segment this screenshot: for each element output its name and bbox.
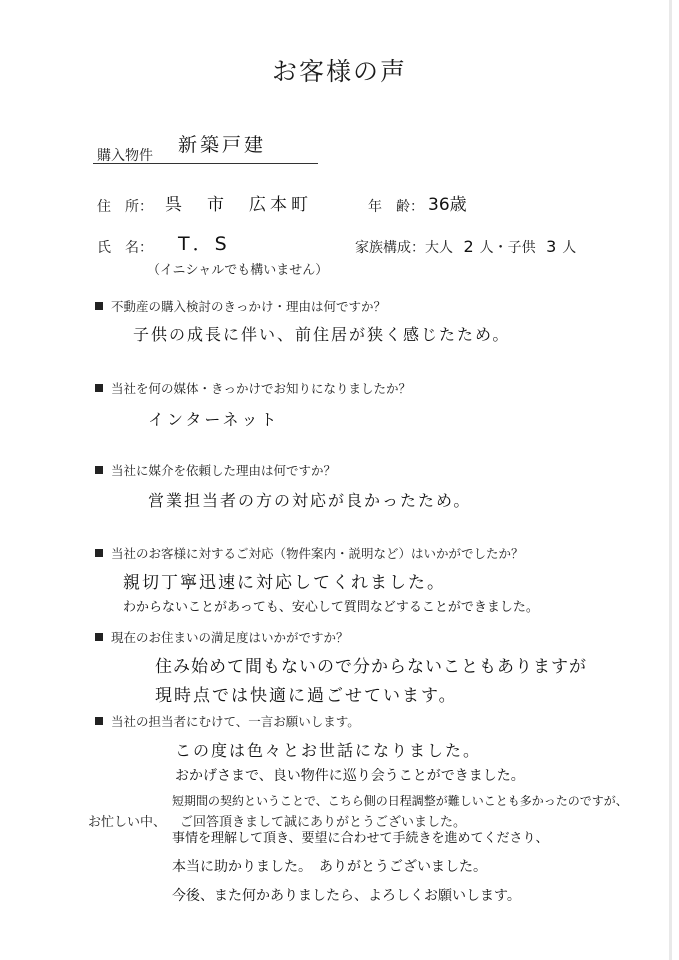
family-label: 家族構成： (355, 240, 425, 256)
answer-2-line-1: インターネット (148, 410, 280, 429)
answer-6-line-5: 本当に助かりました。 ありがとうございました。 (172, 859, 487, 875)
property-label: 購入物件 (97, 148, 153, 164)
question-3: 当社に媒介を依頼した理由は何ですか？ (95, 461, 336, 479)
scan-edge (669, 0, 672, 960)
answer-5-line-2: 現時点では快適に過ごせています。 (155, 686, 458, 706)
family-adult-count: 2 (463, 237, 474, 256)
name-value: T．S (178, 233, 230, 255)
family-child-unit: 人 (562, 240, 577, 256)
square-bullet-icon (95, 549, 103, 557)
answer-6-line-4: 事情を理解して頂き、要望に合わせて手続きを進めてくださり、 (172, 831, 549, 846)
question-5: 現在のお住まいの満足度はいかがですか？ (95, 628, 349, 646)
answer-6-line-1: この度は色々とお世話になりました。 (175, 741, 482, 760)
age-label: 年 齢： (368, 199, 424, 215)
property-value: 新築戸建 (178, 134, 267, 156)
answer-6-line-3: 短期間の契約ということで、こちら側の日程調整が難しいことも多かったのですが、 (172, 794, 628, 808)
name-label: 氏 名： (97, 240, 153, 256)
address-value: 呉 市 広本町 (165, 195, 312, 215)
family-child-count: 3 (546, 237, 557, 256)
family-child-label: 子供 (507, 240, 536, 256)
family-adult-label: 大人 (425, 240, 453, 256)
square-bullet-icon (95, 302, 103, 310)
thanks-part-1: お忙しい中、 (88, 815, 167, 830)
age-value: 36歳 (428, 195, 467, 215)
square-bullet-icon (95, 384, 103, 392)
square-bullet-icon (95, 633, 103, 641)
answer-5-line-1: 住み始めて間もないので分からないこともありますが (155, 657, 587, 677)
answer-6-line-2: おかげさまで、良い物件に巡り会うことができました。 (175, 768, 525, 784)
square-bullet-icon (95, 717, 103, 725)
thanks-part-2: ご回答頂きまして誠にありがとうございました。 (180, 815, 467, 830)
square-bullet-icon (95, 466, 103, 474)
address-label: 住 所： (97, 199, 153, 215)
page-title: お客様の声 (271, 57, 407, 86)
family-composition (355, 237, 576, 257)
property-underline (93, 163, 318, 164)
question-1: 不動産の購入検討のきっかけ・理由は何ですか？ (95, 297, 386, 315)
question-6: 当社の担当者にむけて、一言お願いします。 (95, 712, 360, 730)
answer-4-line-1: 親切丁寧迅速に対応してくれました。 (123, 573, 446, 593)
question-2: 当社を何の媒体・きっかけでお知りになりましたか？ (95, 379, 411, 397)
answer-1-line-1: 子供の成長に伴い、前住居が狭く感じたため。 (133, 325, 511, 344)
answer-4-line-2: わからないことがあっても、安心して質問などすることができました。 (123, 600, 539, 615)
question-4: 当社のお客様に対するご対応（物件案内・説明など）はいかがでしたか？ (95, 544, 524, 562)
family-adult-unit: 人・ (479, 240, 508, 256)
answer-6-line-6: 今後、また何かありましたら、よろしくお願いします。 (172, 888, 521, 904)
name-note: （イニシャルでも構いません） (147, 263, 329, 278)
answer-3-line-1: 営業担当者の方の対応が良かったため。 (148, 491, 472, 510)
